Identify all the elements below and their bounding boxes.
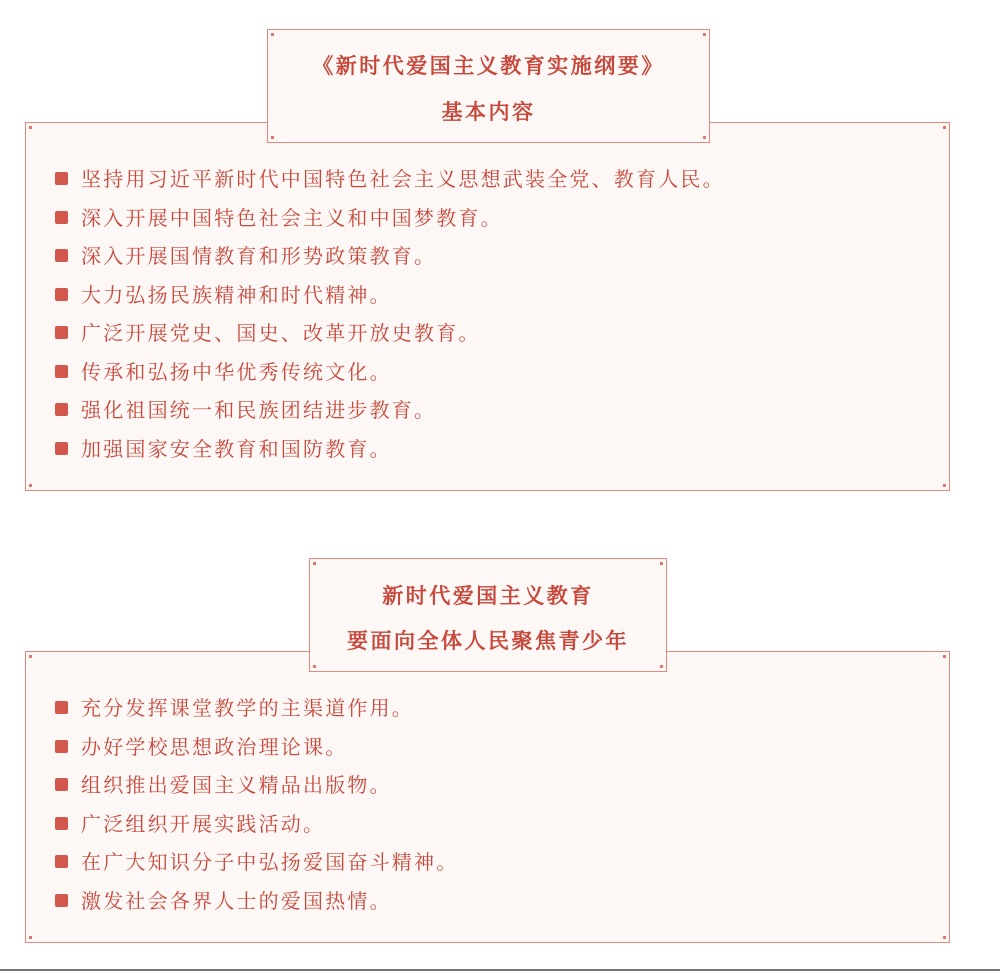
bottom-divider	[0, 969, 1000, 971]
corner-dot	[943, 484, 946, 487]
square-bullet-icon	[55, 855, 68, 868]
section2-title-box	[309, 558, 667, 672]
corner-dot	[271, 33, 274, 36]
section1-title-box	[267, 29, 710, 143]
list-item	[55, 360, 725, 399]
corner-dot	[943, 936, 946, 939]
section1-title-line2: 基本内容	[441, 100, 536, 124]
list-item	[55, 398, 725, 437]
list-item-text: 充分发挥课堂教学的主渠道作用。	[81, 696, 414, 720]
list-item	[55, 773, 458, 812]
list-item	[55, 812, 458, 851]
corner-dot	[660, 562, 663, 565]
corner-dot	[271, 136, 274, 139]
list-item-text: 深入开展国情教育和形势政策教育。	[81, 244, 437, 268]
corner-dot	[943, 655, 946, 658]
section1-list	[55, 167, 725, 475]
list-item	[55, 244, 725, 283]
square-bullet-icon	[55, 249, 68, 262]
corner-dot	[660, 665, 663, 668]
section2-title-line2: 要面向全体人民聚焦青少年	[347, 629, 629, 653]
list-item	[55, 206, 725, 245]
list-item-text: 激发社会各界人士的爱国热情。	[81, 888, 392, 913]
corner-dot	[703, 136, 706, 139]
list-item-text: 办好学校思想政治理论课。	[81, 734, 348, 759]
list-item-text: 大力弘扬民族精神和时代精神。	[81, 282, 392, 307]
list-item	[55, 283, 725, 322]
square-bullet-icon	[55, 403, 68, 416]
section1-title-line1: 《新时代爱国主义教育实施纲要》	[312, 54, 665, 78]
square-bullet-icon	[55, 894, 68, 907]
square-bullet-icon	[55, 442, 68, 455]
list-item	[55, 437, 725, 476]
corner-dot	[943, 126, 946, 129]
list-item	[55, 321, 725, 360]
list-item-text: 坚持用习近平新时代中国特色社会主义思想武装全党、教育人民。	[81, 167, 725, 191]
list-item-text: 在广大知识分子中弘扬爱国奋斗精神。	[81, 850, 459, 874]
list-item-text: 深入开展中国特色社会主义和中国梦教育。	[81, 205, 503, 230]
list-item-text: 组织推出爱国主义精品出版物。	[81, 773, 392, 797]
list-item	[55, 889, 458, 928]
square-bullet-icon	[55, 326, 68, 339]
square-bullet-icon	[55, 172, 68, 185]
section2-title-line1: 新时代爱国主义教育	[382, 584, 594, 608]
corner-dot	[703, 33, 706, 36]
corner-dot	[29, 126, 32, 129]
section1-panel	[25, 122, 950, 491]
square-bullet-icon	[55, 288, 68, 301]
corner-dot	[29, 936, 32, 939]
square-bullet-icon	[55, 365, 68, 378]
list-item	[55, 167, 725, 206]
square-bullet-icon	[55, 778, 68, 791]
list-item-text: 传承和弘扬中华优秀传统文化。	[81, 359, 392, 384]
section2-panel	[25, 651, 950, 943]
list-item	[55, 735, 458, 774]
list-item-text: 强化祖国统一和民族团结进步教育。	[81, 398, 437, 422]
list-item-text: 加强国家安全教育和国防教育。	[81, 436, 392, 461]
square-bullet-icon	[55, 817, 68, 830]
list-item	[55, 696, 458, 735]
square-bullet-icon	[55, 701, 68, 714]
corner-dot	[29, 655, 32, 658]
list-item-text: 广泛组织开展实践活动。	[81, 811, 326, 836]
list-item	[55, 850, 458, 889]
section2-list	[55, 696, 458, 927]
corner-dot	[313, 665, 316, 668]
corner-dot	[313, 562, 316, 565]
square-bullet-icon	[55, 211, 68, 224]
corner-dot	[29, 484, 32, 487]
list-item-text: 广泛开展党史、国史、改革开放史教育。	[81, 321, 481, 345]
square-bullet-icon	[55, 740, 68, 753]
